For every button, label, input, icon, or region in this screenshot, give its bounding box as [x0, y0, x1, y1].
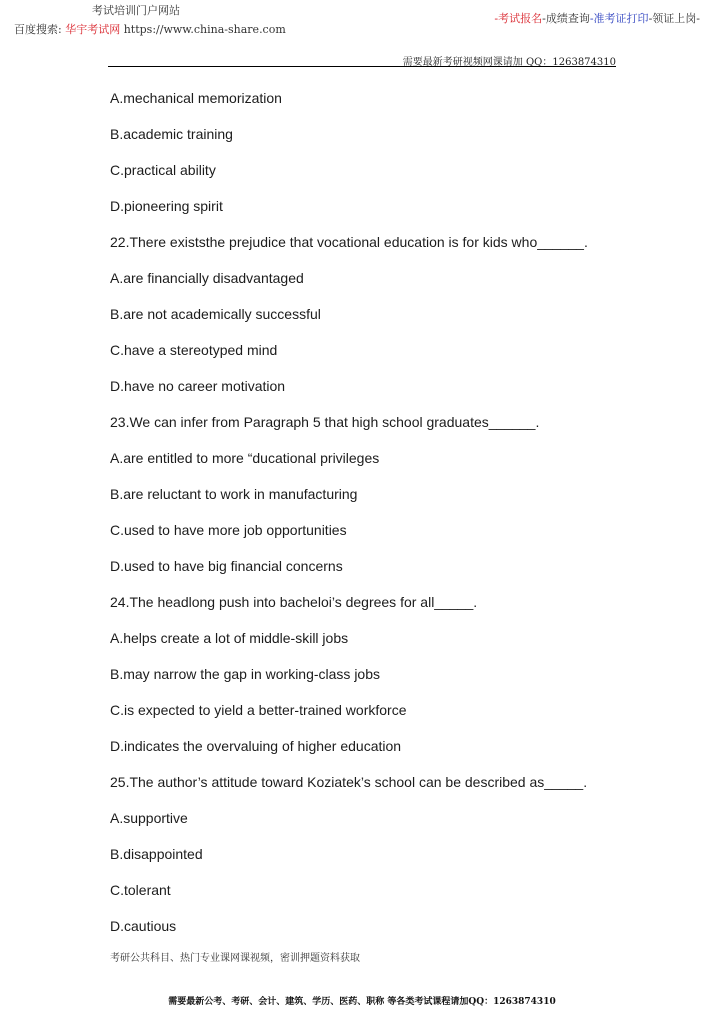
search-label: 百度搜索:: [14, 23, 62, 36]
footer-note: 考研公共科目、热门专业课网课视频，密训押题资料获取: [110, 953, 360, 964]
answer-option: A.supportive: [110, 810, 188, 826]
answer-option: C.used to have more job opportunities: [110, 522, 347, 538]
answer-option: D.used to have big financial concerns: [110, 558, 343, 574]
question-stem: 23.We can infer from Paragraph 5 that high school graduates______.: [110, 414, 540, 430]
answer-option: C.tolerant: [110, 882, 171, 898]
header-link[interactable]: -领证上岗-: [648, 12, 700, 25]
answer-option: B.academic training: [110, 126, 233, 142]
header-link[interactable]: -考试报名: [494, 12, 543, 25]
answer-option: C.have a stereotyped mind: [110, 342, 278, 358]
site-name: 考试培训门户网站: [92, 4, 180, 17]
answer-option: D.cautious: [110, 918, 177, 934]
header-divider: [108, 66, 616, 67]
search-hint: [14, 21, 286, 37]
answer-option: B.are not academically successful: [110, 306, 321, 322]
answer-option: A.helps create a lot of middle-skill jobs: [110, 630, 349, 646]
question-stem: 24.The headlong push into bacheloi’s degrees for all_____.: [110, 594, 478, 610]
answer-option: B.are reluctant to work in manufacturing: [110, 486, 358, 502]
header-links: [494, 10, 700, 26]
header-link[interactable]: -准考证打印: [589, 12, 649, 25]
answer-option: C.is expected to yield a better-trained workforce: [110, 702, 407, 718]
qq-notice: 需要最新考研视频网课请加 QQ：1263874310: [402, 57, 616, 68]
footer-contact: 需要最新公考、考研、会计、建筑、学历、医药、职称 等各类考试课程请加QQ：1263874310: [168, 997, 556, 1007]
search-term-link[interactable]: 华宇考试网: [65, 23, 121, 36]
answer-option: D.indicates the overvaluing of higher education: [110, 738, 402, 754]
answer-option: B.disappointed: [110, 846, 203, 862]
question-stem: 22.There existsthe prejudice that vocational education is for kids who______.: [110, 234, 588, 250]
answer-option: D.pioneering spirit: [110, 198, 223, 214]
answer-option: C.practical ability: [110, 162, 216, 178]
answer-option: A.are entitled to more “ducational privileges: [110, 450, 380, 466]
answer-option: A.mechanical memorization: [110, 90, 282, 106]
answer-option: A.are financially disadvantaged: [110, 270, 304, 286]
site-url-link[interactable]: https://www.china-share.com: [123, 23, 286, 36]
question-stem: 25.The author’s attitude toward Koziatek’s school can be described as_____.: [110, 774, 588, 790]
answer-option: D.have no career motivation: [110, 378, 286, 394]
answer-option: B.may narrow the gap in working-class jobs: [110, 666, 381, 682]
question-content: [110, 88, 630, 952]
header-link[interactable]: -成绩查询: [542, 12, 590, 25]
